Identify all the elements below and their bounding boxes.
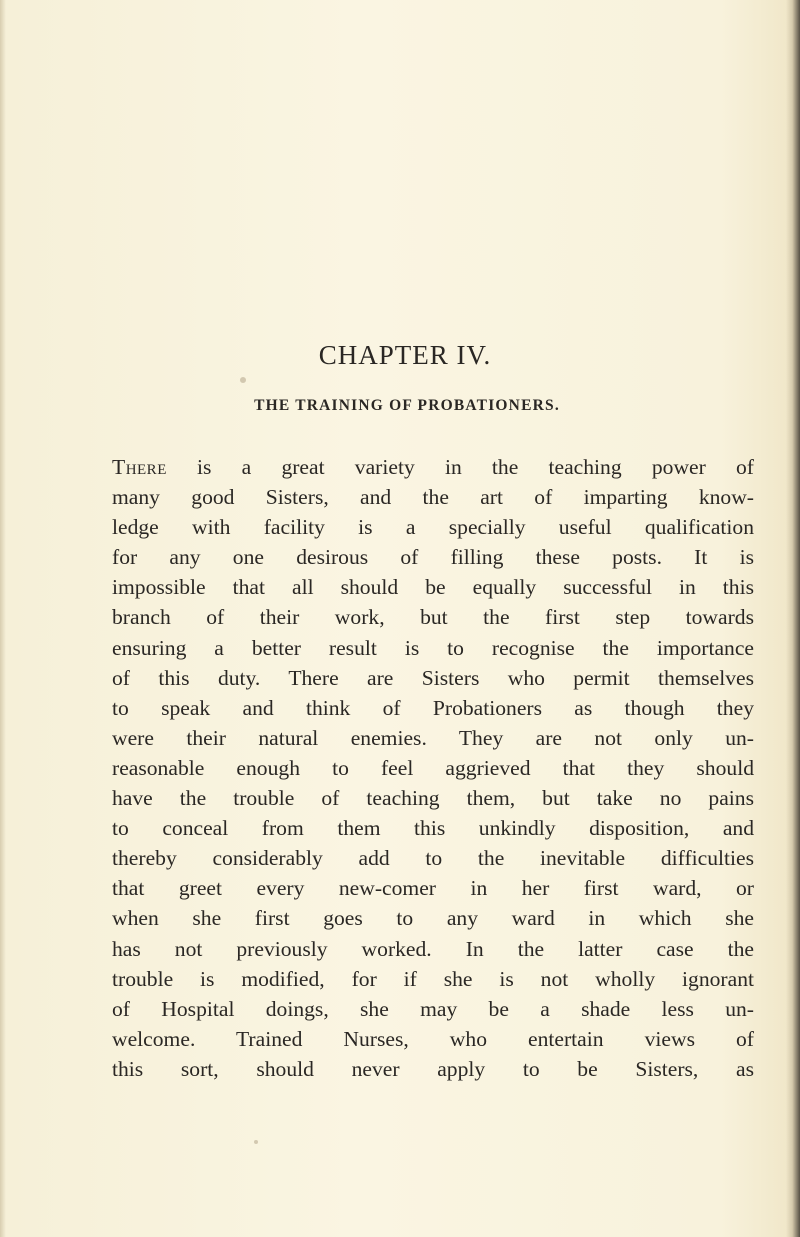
chapter-subtitle: THE TRAINING OF PROBATIONERS.	[254, 397, 560, 414]
text-line: ledge with facility is a specially useful qualification	[112, 515, 754, 540]
text-line: this sort, should never apply to be Sisters, as	[112, 1056, 754, 1081]
page-binding-shadow	[786, 0, 800, 1237]
text-line: ensuring a better result is to recognise the importance	[112, 635, 754, 660]
text-line: welcome. Trained Nurses, who entertain views of	[112, 1026, 754, 1051]
paper-speck	[240, 377, 246, 383]
text-line: were their natural enemies. They are not only un-	[112, 725, 754, 750]
text-line: to conceal from them this unkindly disposition, and	[112, 816, 754, 841]
paper-speck	[254, 1140, 258, 1144]
text-line: has not previously worked. In the latter case the	[112, 936, 754, 961]
text-line: many good Sisters, and the art of imparting know-	[112, 485, 754, 510]
text-line: branch of their work, but the first step towards	[112, 605, 754, 630]
text-line: of this duty. There are Sisters who permit themselves	[112, 665, 754, 690]
text-line: have the trouble of teaching them, but take no pains	[112, 786, 754, 811]
text-line: impossible that all should be equally successful in this	[112, 575, 754, 600]
text-line: thereby considerably add to the inevitable difficulties	[112, 846, 754, 871]
page-left-edge	[0, 0, 6, 1237]
text-line: trouble is modified, for if she is not wholly ignorant	[112, 966, 754, 991]
chapter-title: CHAPTER IV.	[318, 340, 492, 370]
text-line: of Hospital doings, she may be a shade less un-	[112, 996, 754, 1021]
body-paragraph	[112, 452, 754, 1084]
text-line: There is a great variety in the teaching power of	[112, 455, 754, 479]
text-line: for any one desirous of filling these posts. It is	[112, 545, 754, 570]
text-line: when she first goes to any ward in which she	[112, 906, 754, 931]
text-line: reasonable enough to feel aggrieved that they should	[112, 755, 754, 780]
text-line: that greet every new-comer in her first ward, or	[112, 876, 754, 901]
text-line: to speak and think of Probationers as though they	[112, 695, 754, 720]
